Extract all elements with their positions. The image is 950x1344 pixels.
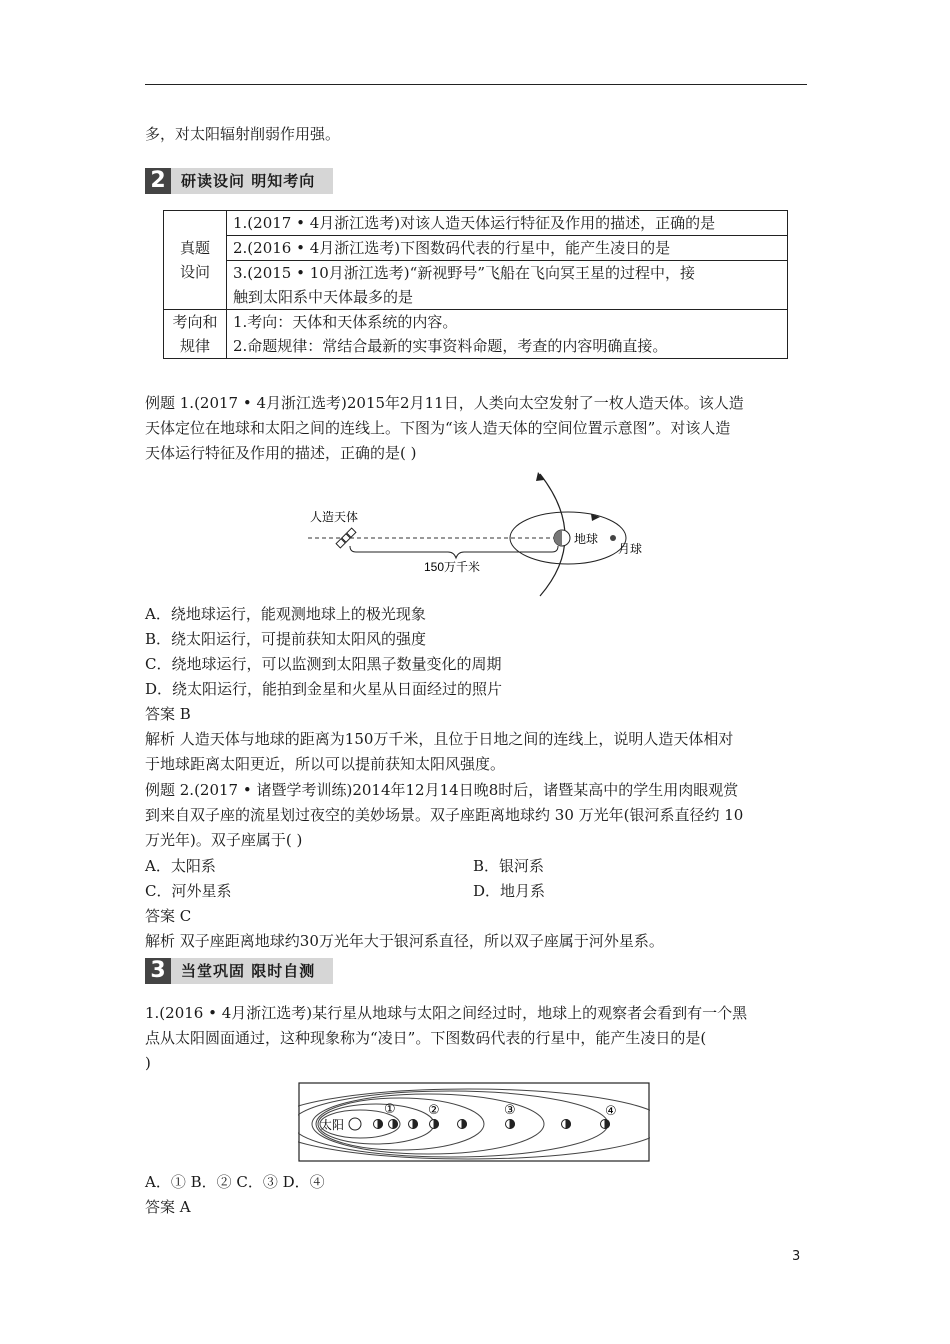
question1-line: 点从太阳圆面通过，这种现象称为“凌日”。下图数码代表的行星中，能产生凌日的是( xyxy=(145,1029,707,1047)
transit-figure xyxy=(298,1082,650,1162)
example2-line: 例题 2.(2017 • 诸暨学考训练)2014年12月14日晚8时后，诸暨某高中的学生用肉眼观赏 xyxy=(145,781,739,799)
table-item: 2.命题规律：常结合最新的实事资料命题，考查的内容明确直接。 xyxy=(227,334,788,359)
analysis-line: 于地球距离太阳更近，所以可以提前获知太阳风强度。 xyxy=(145,755,506,773)
row-label-zhenti: 真题 设问 xyxy=(164,211,227,310)
option-c: C．绕地球运行，可以监测到太阳黑子数量变化的周期 xyxy=(145,655,502,673)
answer: 答案 A xyxy=(145,1198,191,1216)
moon-icon xyxy=(610,535,616,541)
planet-label-1: ① xyxy=(384,1102,396,1117)
section-2-header xyxy=(145,168,333,194)
example1-line: 天体定位在地球和太阳之间的连线上。下图为“该人造天体的空间位置示意图”。对该人造 xyxy=(145,419,731,437)
option-b: B．银河系 xyxy=(473,857,545,875)
option-b: B．绕太阳运行，可提前获知太阳风的强度 xyxy=(145,630,427,648)
option-a: A．绕地球运行，能观测地球上的极光现象 xyxy=(145,605,426,623)
planet-label-4: ④ xyxy=(605,1104,617,1119)
analysis-line: 解析 双子座距离地球约30万光年大于银河系直径，所以双子座属于河外星系。 xyxy=(145,932,664,950)
example1-line: 天体运行特征及作用的描述，正确的是( ) xyxy=(145,444,417,462)
table-item: 触到太阳系中天体最多的是 xyxy=(227,285,788,310)
table-item: 2.(2016 • 4月浙江选考)下图数码代表的行星中，能产生凌日的是 xyxy=(227,236,788,261)
option-a: A．太阳系 xyxy=(145,857,216,875)
option-d: D．地月系 xyxy=(473,882,546,900)
question1-line: 1.(2016 • 4月浙江选考)某行星从地球与太阳之间经过时，地球上的观察者会看到有一个黑 xyxy=(145,1004,748,1022)
page-number: 3 xyxy=(792,1249,801,1264)
analysis-line: 解析 人造天体与地球的距离为150万千米，且位于日地之间的连线上，说明人造天体相对 xyxy=(145,730,734,748)
satellite-orbit-figure xyxy=(300,468,660,600)
table-item: 3.(2015 • 10月浙江选考)“新视野号”飞船在飞向冥王星的过程中，接 xyxy=(227,261,788,286)
distance-label: 150万千米 xyxy=(424,560,481,574)
satellite-label: 人造天体 xyxy=(310,510,359,524)
answer: 答案 B xyxy=(145,705,191,723)
table-item: 1.考向：天体和天体系统的内容。 xyxy=(227,310,788,335)
example2-line: 万光年)。双子座属于( ) xyxy=(145,831,303,849)
option-c: C．河外星系 xyxy=(145,882,232,900)
example2-line: 到来自双子座的流星划过夜空的美妙场景。双子座距离地球约 30 万光年(银河系直径约 10 xyxy=(145,806,744,824)
example1-line: 例题 1.(2017 • 4月浙江选考)2015年2月11日，人类向太空发射了一枚人造天体。该人造 xyxy=(145,394,744,412)
question-table xyxy=(163,210,788,359)
planet-label-3: ③ xyxy=(504,1103,516,1118)
table-item: 1.(2017 • 4月浙江选考)对该人造天体运行特征及作用的描述，正确的是 xyxy=(227,211,788,236)
option-d: D．绕太阳运行，能拍到金星和火星从日面经过的照片 xyxy=(145,680,503,698)
continuation-text: 多，对太阳辐射削弱作用强。 xyxy=(145,125,341,143)
options-row: A．① B．② C．③ D．④ xyxy=(145,1173,325,1191)
section-title: 研读设问 明知考向 xyxy=(171,168,333,194)
moon-label: 月球 xyxy=(618,542,643,556)
earth-label: 地球 xyxy=(574,532,599,546)
planet-label-2: ② xyxy=(428,1103,440,1118)
section-number: 3 xyxy=(145,958,171,984)
question1-line: ) xyxy=(145,1054,151,1072)
section-title: 当堂巩固 限时自测 xyxy=(171,958,333,984)
header-rule xyxy=(145,84,807,85)
orbit-arrow-icon xyxy=(536,472,544,481)
sun-icon xyxy=(349,1118,361,1130)
earth-shadow xyxy=(554,530,562,546)
section-number: 2 xyxy=(145,168,171,194)
answer: 答案 C xyxy=(145,907,192,925)
row-label-kaoxiang: 考向和 规律 xyxy=(164,310,227,359)
section-3-header xyxy=(145,958,333,984)
sun-label: 太阳 xyxy=(320,1118,345,1132)
